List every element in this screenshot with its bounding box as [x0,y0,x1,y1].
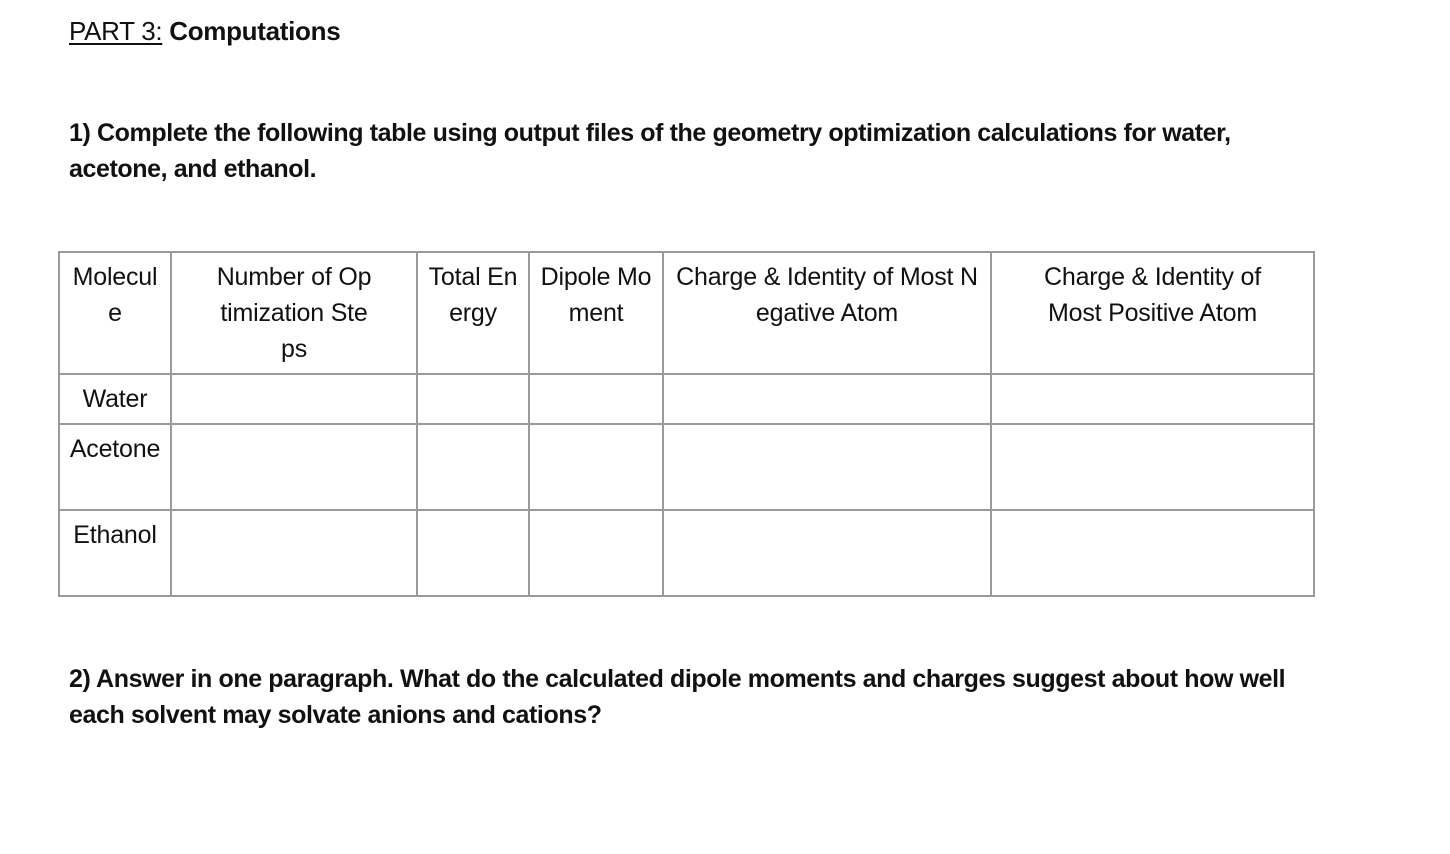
header-most-positive-atom: Charge & Identity of Most Positive Atom [991,252,1314,374]
question-1: 1) Complete the following table using output files of the geometry optimization calculations for water, acetone, and ethanol. [69,119,1231,183]
table-row-ethanol [59,510,1314,596]
part-title: Computations [169,16,341,46]
cell-dipole-ethanol[interactable] [529,510,663,596]
header-most-negative-atom: Charge & Identity of Most Negative Atom [663,252,991,374]
header-molecule: Molecule [59,252,171,374]
cell-molecule-acetone: Acetone [59,424,171,510]
cell-negative-ethanol[interactable] [663,510,991,596]
table-row-acetone [59,424,1314,510]
cell-energy-ethanol[interactable] [417,510,529,596]
part-heading [69,16,340,47]
cell-steps-ethanol[interactable] [171,510,417,596]
cell-positive-water[interactable] [991,374,1314,424]
question-2: 2) Answer in one paragraph. What do the calculated dipole moments and charges suggest about how well each solvent may solvate anions and cations? [69,665,1286,729]
cell-energy-water[interactable] [417,374,529,424]
header-total-energy: Total Energy [417,252,529,374]
cell-dipole-acetone[interactable] [529,424,663,510]
cell-molecule-ethanol: Ethanol [59,510,171,596]
cell-molecule-water: Water [59,374,171,424]
cell-steps-water[interactable] [171,374,417,424]
cell-negative-water[interactable] [663,374,991,424]
cell-negative-acetone[interactable] [663,424,991,510]
header-optimization-steps: Number of Optimization Steps [171,252,417,374]
results-table [58,251,1315,597]
header-dipole-moment: Dipole Moment [529,252,663,374]
cell-positive-acetone[interactable] [991,424,1314,510]
part-label: PART 3: [69,16,163,46]
cell-steps-acetone[interactable] [171,424,417,510]
table-row-water [59,374,1314,424]
cell-energy-acetone[interactable] [417,424,529,510]
table-header-row [59,252,1314,374]
cell-dipole-water[interactable] [529,374,663,424]
cell-positive-ethanol[interactable] [991,510,1314,596]
